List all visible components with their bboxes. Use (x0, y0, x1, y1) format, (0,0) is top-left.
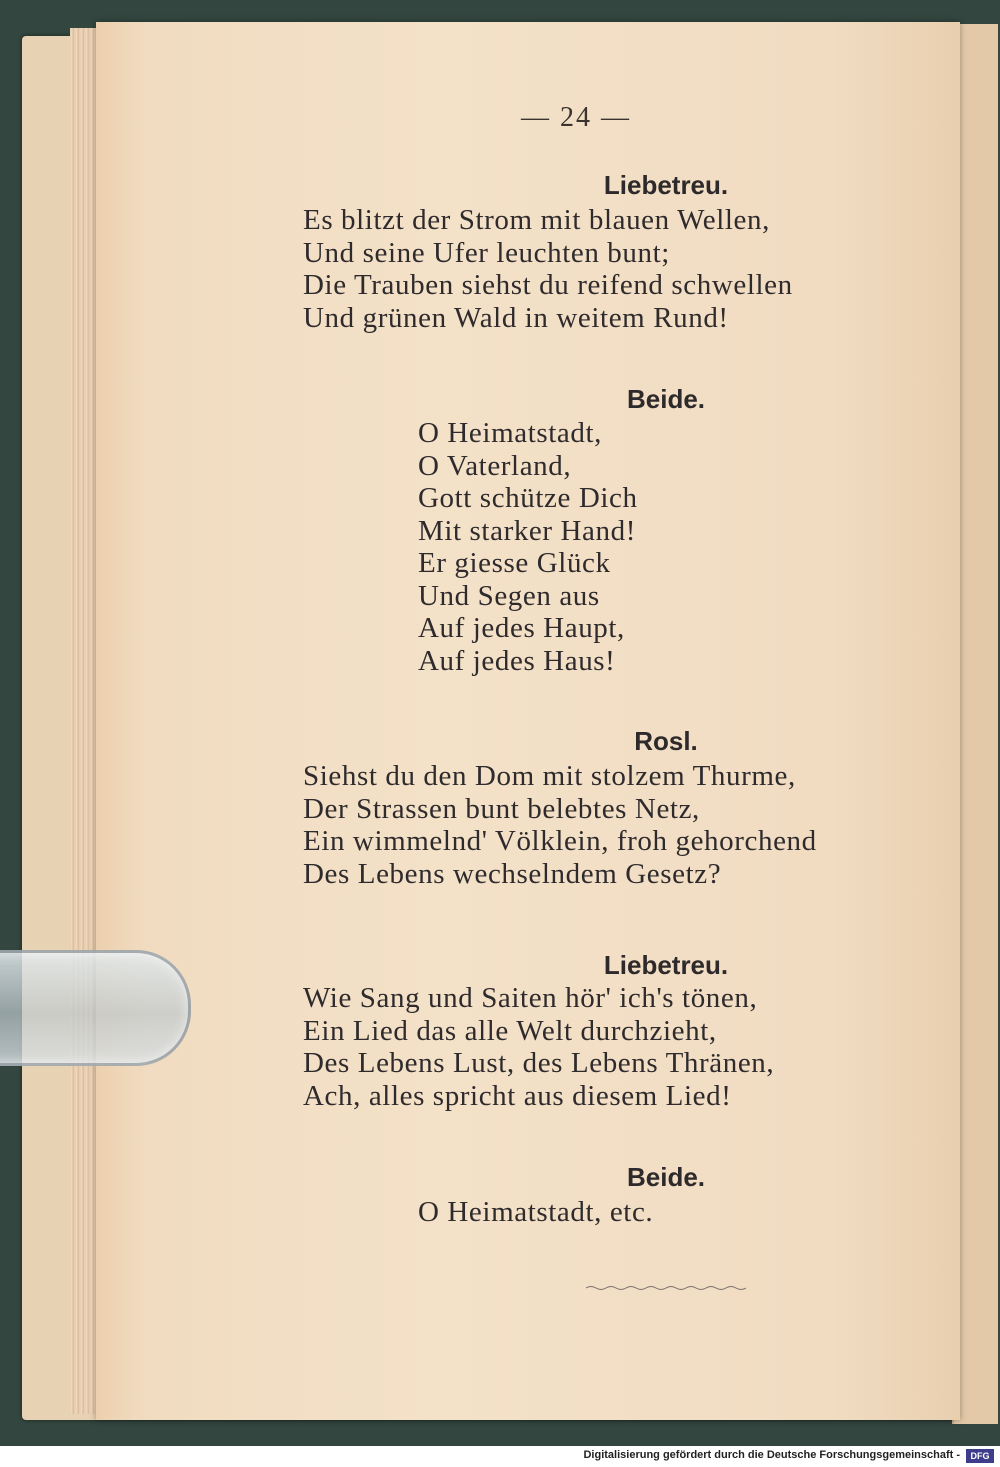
verse-line: Der Strassen bunt belebtes Netz, (303, 792, 700, 825)
speaker-heading-beide-2: Beide. (626, 1162, 706, 1192)
stanza-1 (303, 204, 793, 334)
speaker-heading-liebetreu-1: Liebetreu. (603, 170, 729, 200)
stanza-4 (303, 982, 774, 1112)
verse-line: Des Lebens Lust, des Lebens Thränen, (303, 1047, 775, 1079)
page-number: — 24 — (521, 102, 631, 133)
verse-line: Und seine Ufer leuchten bunt; (303, 236, 670, 269)
footer-bar (0, 1446, 1000, 1467)
verse-line: Gott schütze Dich (418, 482, 638, 514)
verse-line: Auf jedes Haus! (418, 644, 616, 677)
speaker-heading-liebetreu-2: Liebetreu. (603, 950, 729, 980)
verse-line: Ein Lied das alle Welt durchzieht, (303, 1014, 717, 1047)
verse-line: O Vaterland, (418, 449, 572, 482)
verse-line: Die Trauben siehst du reifend schwellen (303, 269, 793, 301)
verse-line: Es blitzt der Strom mit blauen Wellen, (303, 204, 770, 236)
verse-line: Mit starker Hand! (418, 514, 636, 547)
verse-line: O Heimatstadt, etc. (418, 1196, 654, 1228)
verse-line: O Heimatstadt, (418, 417, 602, 449)
verse-line: Siehst du den Dom mit stolzem Thurme, (303, 760, 796, 792)
verse-line: Und grünen Wald in weitem Rund! (303, 301, 729, 334)
dfg-logo: DFG (966, 1449, 994, 1463)
closing-ornament-icon (586, 1284, 746, 1292)
verse-line: Ach, alles spricht aus diesem Lied! (303, 1079, 732, 1112)
funding-credit: Digitalisierung gefördert durch die Deutsche Forschungsgemeinschaft - (583, 1449, 960, 1461)
bookmark-clip (0, 950, 191, 1066)
book-page (96, 22, 960, 1420)
speaker-heading-beide-1: Beide. (626, 384, 706, 414)
speaker-heading-rosl: Rosl. (634, 726, 698, 756)
verse-line: Des Lebens wechselndem Gesetz? (303, 857, 722, 890)
stanza-3 (303, 760, 817, 890)
refrain-reference (418, 1196, 653, 1229)
verse-line: Auf jedes Haupt, (418, 612, 625, 644)
verse-line: Wie Sang und Saiten hör' ich's tönen, (303, 982, 758, 1014)
verse-line: Er giesse Glück (418, 547, 611, 579)
verse-line: Ein wimmelnd' Völklein, froh gehorchend (303, 825, 817, 857)
verse-line: Und Segen aus (418, 579, 600, 612)
refrain-stanza (418, 417, 638, 677)
